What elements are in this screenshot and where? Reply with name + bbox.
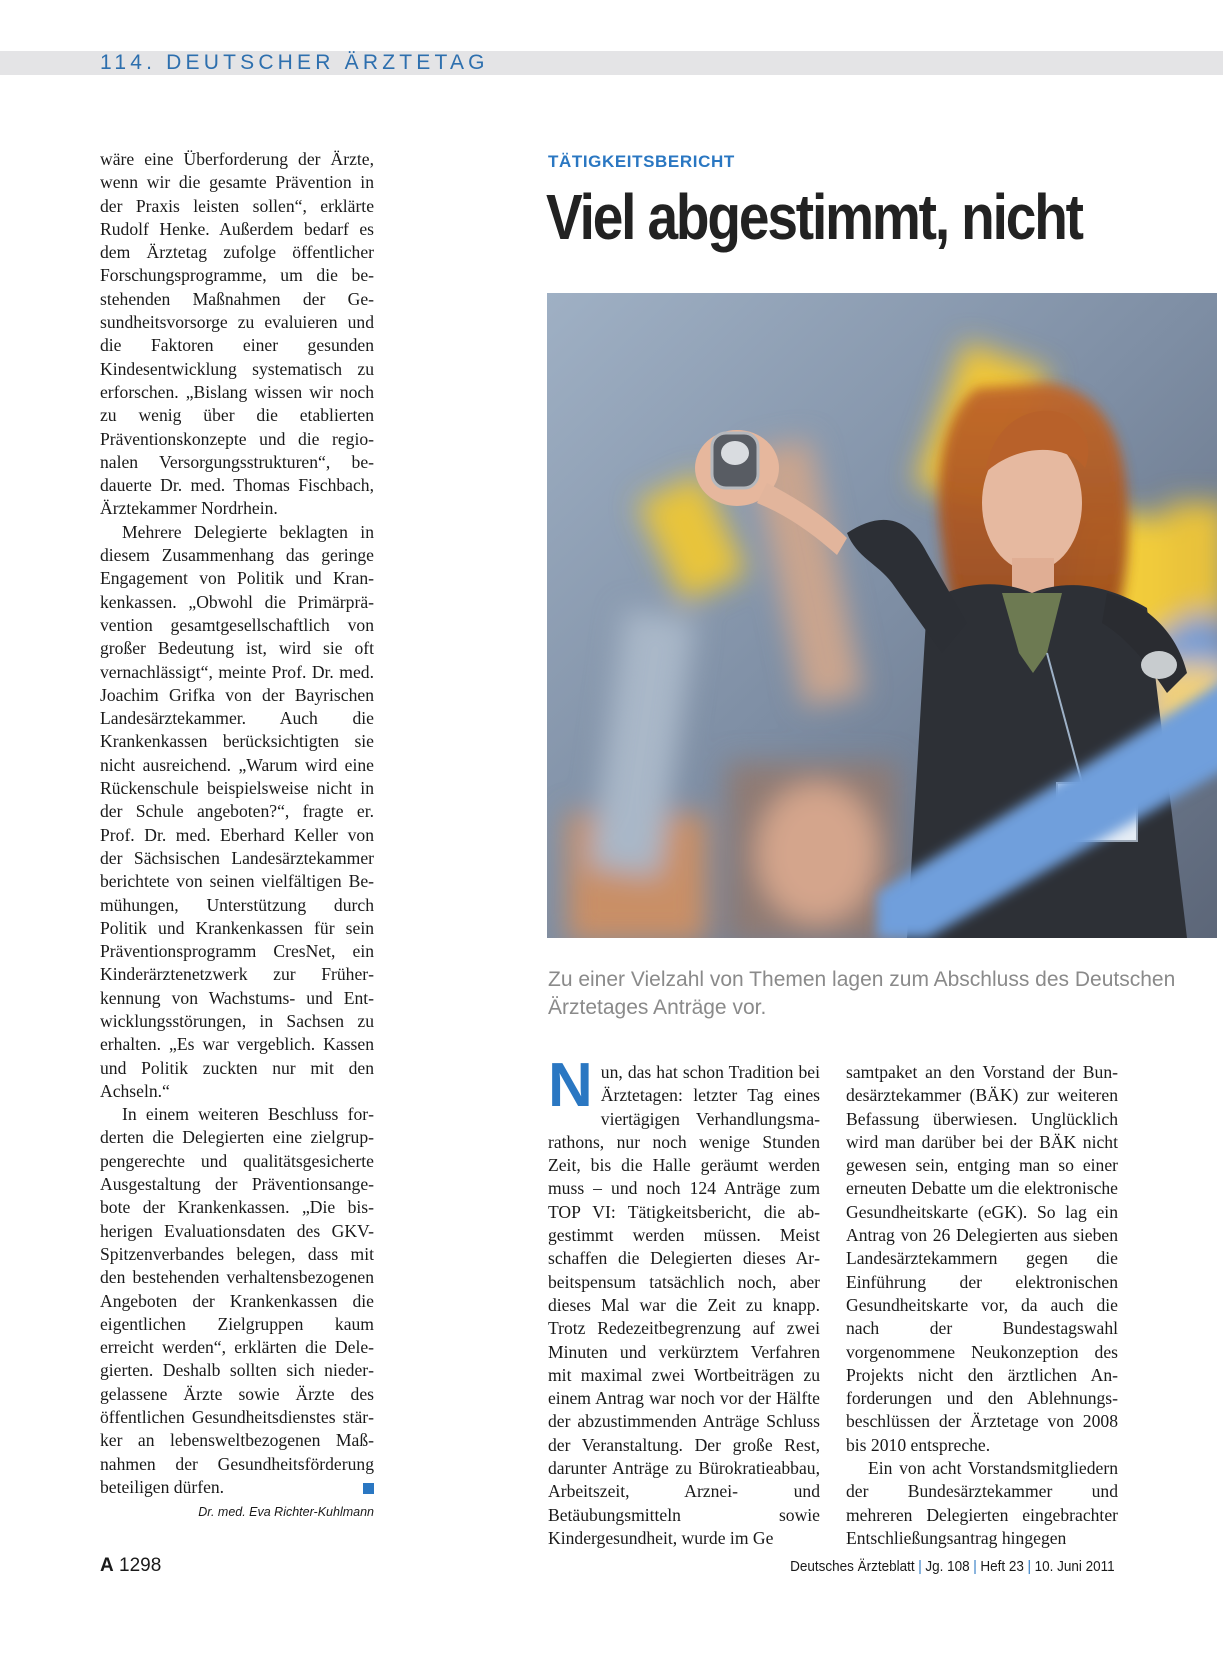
- article-photo: [547, 293, 1217, 938]
- article-headline: Viel abgestimmt, nicht: [546, 181, 1082, 253]
- right-column: [846, 1061, 1118, 1550]
- issue-date: 10. Juni 2011: [1034, 1558, 1115, 1575]
- left-paragraph-2: Mehrere Delegierte beklagten in diesem Zusammenhang das geringe Engagement von Politik und Krankenkassen. „Obwohl die Primärprävention gesamtgesellschaftlich von großer Bedeutung ist, wird sie oft vernachlässigt“, meinte Prof. Dr. med. Joachim Grifka von der Bayrischen Landesärztekammer. Auch die Krankenkassen berücksichtigten sie nicht ausreichend. „Warum wird eine Rückenschule beispielsweise nicht in der Schule angeboten?“, fragte er. Prof. Dr. med. Eberhard Keller von der Sächsischen Landesärztekammer berichtete von seinen vielfältigen Bemühungen, Unterstützung durch Politik und Krankenkassen für sein Präventionsprogramm CresNet, ein Kinderärztenetzwerk zur Früherkennung von Wachstums- und Entwicklungsstörungen, in Sachsen zu erhalten. „Es war vergeblich. Kassen und Politik zuckten nur mit den Achseln.“: [100, 521, 374, 1101]
- middle-paragraph-1: [548, 1051, 820, 1550]
- journal-name: Deutsches Ärzteblatt: [790, 1558, 915, 1575]
- page-prefix: A: [100, 1555, 114, 1576]
- square-end-mark-icon: [363, 1483, 374, 1494]
- page-number-value: 1298: [119, 1555, 162, 1576]
- left-column: [100, 148, 374, 1525]
- middle-column: [548, 1051, 820, 1550]
- left-paragraph-3: [100, 1103, 374, 1499]
- left-paragraph-1: wäre eine Überforderung der Ärzte, wenn wir die gesamte Prävention in der Praxis leisten sollen“, erklärte Rudolf Henke. Außerdem bedarf es dem Ärztetag zufolge öffentlicher Forschungsprogramme, um die bestehenden Maßnahmen der Gesundheitsvorsorge zu evaluieren und die Faktoren einer gesunden Kindesentwicklung systematisch zu erforschen. „Bislang wissen wir noch zu wenig über die etablierten Präventionskonzepte und die regionalen Versorgungsstrukturen“, bedauerte Dr. med. Thomas Fischbach, Ärztekammer Nordrhein.: [100, 149, 374, 519]
- article-kicker: TÄTIGKEITSBERICHT: [548, 152, 735, 171]
- right-paragraph-2: Ein von acht Vorstandsmitgliedern der Bundesärztekammer und mehreren Delegierten eingebrachter Entschließungsantrag hingegen: [846, 1458, 1118, 1548]
- author-byline: Dr. med. Eva Richter-Kuhlmann: [198, 1505, 374, 1520]
- voting-delegate-photo: [547, 293, 1217, 938]
- volume: Jg. 108: [925, 1558, 970, 1575]
- separator: |: [1027, 1558, 1032, 1575]
- issue: Heft 23: [980, 1558, 1025, 1575]
- photo-caption: Zu einer Vielzahl von Themen lagen zum Abschluss des Deutschen Ärztetages Anträge vor.: [548, 968, 1176, 1019]
- left-paragraph-3-text: In einem weiteren Beschluss forderten die Delegierten eine zielgruppengerechte und qualitätsgesicherte Ausgestaltung der Präventionsangebote der Krankenkassen. „Die bisherigen Evaluationsdaten des GKV-Spitzenverbandes belegen, dass mit den bestehenden verhaltensbezogenen Angeboten der Krankenkassen die eigentlichen Zielgruppen kaum erreicht werden“, erklärten die Delegierten. Deshalb sollten sich niedergelassene Ärzte sowie Ärzte des öffentlichen Gesundheitsdienstes stärker an lebensweltbezogenen Maßnahmen der Gesundheitsförderung beteiligen dürfen.: [100, 1104, 374, 1497]
- middle-paragraph-1-text: un, das hat schon Tradition bei Ärztetagen: letzter Tag eines viertägigen Verhandlungsmarathons, nur noch wenige Stunden Zeit, bis die Halle geräumt werden muss – und noch 124 Anträge zum TOP VI: Tätigkeitsbericht, die abgestimmt werden müssen. Meist schaffen die Delegierten dieses Arbeitspensum tatsächlich noch, aber dieses Mal war die Zeit zu knapp. Trotz Redezeitbegrenzung auf zwei Minuten und verkürztem Verfahren mit maximal zwei Wortbeiträgen zu einem Antrag war noch vor der Hälfte der abzustimmenden Anträge Schluss der Veranstaltung. Der große Rest, darunter Anträge zu Bürokratieabbau, Arbeitszeit, Arznei- und Betäubungsmitteln sowie Kindergesundheit, wurde im Ge: [548, 1062, 820, 1548]
- separator: |: [918, 1558, 923, 1575]
- drop-cap: N: [548, 1051, 593, 1120]
- page-number: [100, 1555, 161, 1577]
- footer-publication: [790, 1558, 1115, 1575]
- section-header: 114. DEUTSCHER ÄRZTETAG: [100, 51, 489, 74]
- right-paragraph-1: samtpaket an den Vorstand der Bundesärztekammer (BÄK) zur weiteren Befassung überwiesen. Unglücklich wird man darüber bei der BÄK nicht gewesen sein, entging man so einer erneuten Debatte um die elektronische Gesundheitskarte (eGK). So lag ein Antrag von 26 Delegierten aus sieben Landesärztekammern gegen die Einführung der elektronischen Gesundheitskarte vor, da auch die nach der Bundestagswahl vorgenommene Neukonzeption des Projekts nicht den ärztlichen Anforderungen und den Ablehnungsbeschlüssen der Ärztetage von 2008 bis 2010 entspreche.: [846, 1062, 1118, 1455]
- separator: |: [973, 1558, 978, 1575]
